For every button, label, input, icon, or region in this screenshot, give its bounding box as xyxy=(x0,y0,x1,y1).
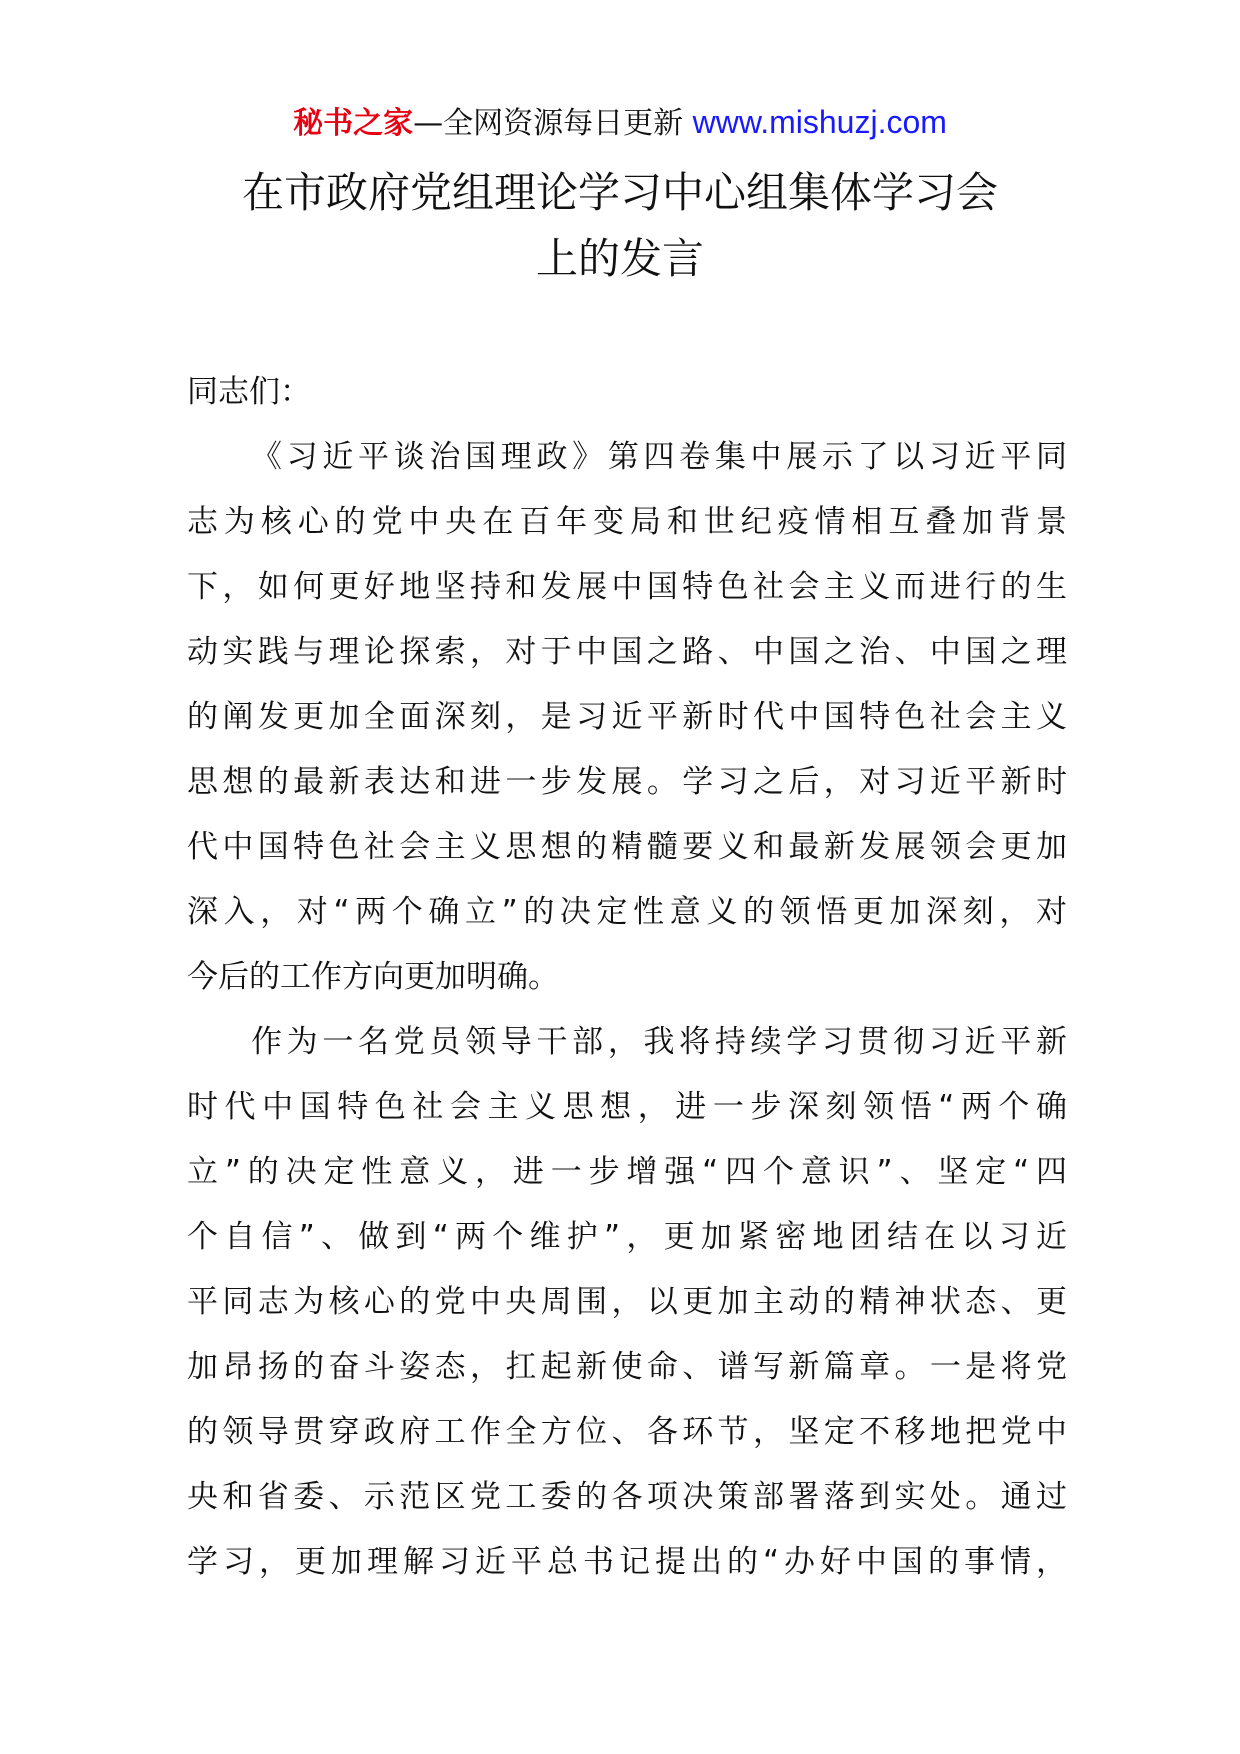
paragraph-1 xyxy=(187,425,1067,1010)
paragraph-line: 个自信”、做到“两个维护”，更加紧密地团结在以习近 xyxy=(187,1219,1067,1255)
document-title-line-2: 上的发言 xyxy=(535,234,704,283)
paragraph-line: 加昂扬的奋斗姿态，扛起新使命、谱写新篇章。一是将党 xyxy=(187,1349,1067,1385)
paragraph-line: 的阐发更加全面深刻，是习近平新时代中国特色社会主义 xyxy=(187,699,1067,735)
paragraph-line: 平同志为核心的党中央周围，以更加主动的精神状态、更 xyxy=(187,1284,1067,1320)
site-header xyxy=(0,100,1240,146)
paragraph-line: 时代中国特色社会主义思想，进一步深刻领悟“两个确 xyxy=(187,1089,1067,1125)
paragraph-line: 学习，更加理解习近平总书记提出的“办好中国的事情， xyxy=(187,1544,1067,1580)
document-title xyxy=(150,160,1090,292)
paragraph-line: 的领导贯穿政府工作全方位、各环节，坚定不移地把党中 xyxy=(187,1414,1067,1450)
site-brand: 秘书之家 xyxy=(293,106,414,141)
site-slogan: —全网资源每日更新 xyxy=(413,106,693,141)
paragraph-line: 代中国特色社会主义思想的精髓要义和最新发展领会更加 xyxy=(187,829,1067,865)
paragraph-line: 今后的工作方向更加明确。 xyxy=(187,959,559,995)
document-title-line-1: 在市政府党组理论学习中心组集体学习会 xyxy=(241,168,998,217)
paragraph-line: 作为一名党员领导干部，我将持续学习贯彻习近平新 xyxy=(251,1024,1067,1060)
paragraph-line: 《习近平谈治国理政》第四卷集中展示了以习近平同 xyxy=(251,439,1067,475)
site-url-link[interactable]: www.mishuzj.com xyxy=(692,104,947,140)
paragraph-line: 立”的决定性意义，进一步增强“四个意识”、坚定“四 xyxy=(187,1154,1067,1190)
salutation: 同志们： xyxy=(187,374,311,410)
paragraph-line: 深入，对“两个确立”的决定性意义的领悟更加深刻，对 xyxy=(187,894,1067,930)
paragraph-2 xyxy=(187,1010,1067,1595)
paragraph-line: 思想的最新表达和进一步发展。学习之后，对习近平新时 xyxy=(187,764,1067,800)
paragraph-line: 动实践与理论探索，对于中国之路、中国之治、中国之理 xyxy=(187,634,1067,670)
paragraph-line: 央和省委、示范区党工委的各项决策部署落到实处。通过 xyxy=(187,1479,1067,1515)
paragraph-line: 志为核心的党中央在百年变局和世纪疫情相互叠加背景 xyxy=(187,504,1067,540)
document-body xyxy=(187,360,1067,1595)
paragraph-line: 下，如何更好地坚持和发展中国特色社会主义而进行的生 xyxy=(187,569,1067,605)
